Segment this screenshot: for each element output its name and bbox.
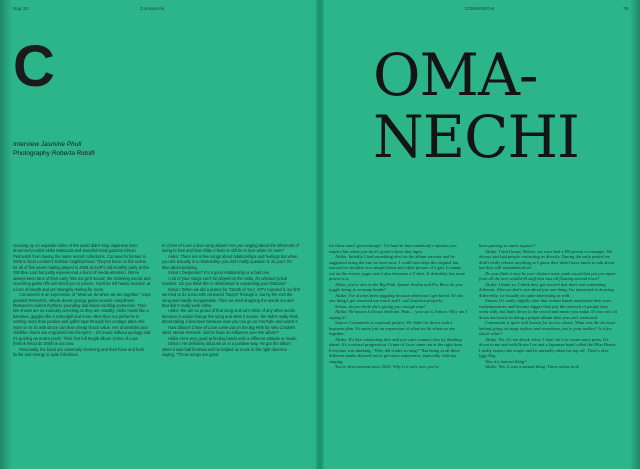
paragraph: Simon: He definitely did push us in a positive way. He got the album when it was half finished and he helped us move in the right direction saying, "These songs are great: [162, 341, 291, 358]
folio-issue: Sup 22: [13, 6, 29, 11]
paragraph: Comanechi is an expression of "what we do when we are together," says guitarist Petrovitch, whose dense grungy guitar sounds compliment Matsuura's violent rhythmic pounding and blood-curdling screeches. Their live shows are as sonically arresting as they are visually; Akiko howls like a banshee, giggles like a schoolgirl and more often than not performs in nothing more than panties and gaffer tape through her onstage attire she wore on to do with Bruce can than cheap shock value. Her drumsticks and childlike charm are engrained into the lyrics – it's music without apology and it's guiding an errant youth. Their first full-length album Crime of Love (Merok Records 2009) is out now.: [13, 292, 151, 347]
paragraph: Akiko: There are a few songs about relationships and feelings but when you are actually in a relationship you don't really question it, do you? It's also about partying.: [162, 253, 298, 270]
paragraph: Akiko: I've always been juggling because otherwise I get bored. It's the one thing I get obsessed too much and I can't function properly.: [329, 292, 464, 303]
paragraph: Simon: Comanechi is a natural project. We didn't sit down with a business plan. It's more just an expression of what we do when we are together.: [329, 320, 456, 336]
paragraph: Akiko: He knows I always dedicate. Wait… you say it, Simon. Why am I saying it?: [329, 309, 467, 320]
page-number: 75: [623, 6, 629, 11]
paragraph: Do you think it may be your distinct noise punk sound that put you apart from all the new vanilla-ill stuff that was all floating around town?: [479, 270, 616, 281]
interview-label: Interview: [13, 141, 40, 148]
interview-credit: [13, 140, 95, 149]
paragraph: Was it a natural thing?: [485, 358, 527, 364]
paragraph: Akiko: Initially I had something else for the album artwork and he suggested using the one we have now. I could have kept the original but instead we decided on a simple black and white picture of a girl. It stands out on the review pages and it also becomes a T-shirt. It definitely has more power to it.: [329, 254, 466, 281]
credits-block: [13, 140, 95, 158]
paragraph: Akiko: We are so proud of that song and can't think of any other words because it would change the song and what it means. We didn't really think about taking a few bees because now you can go on YouTube and watch it.: [162, 308, 299, 325]
interviewer-name: Jasmine Phull: [40, 141, 82, 148]
page-edge-shadow: [0, 0, 12, 469]
photography-label: Photography: [13, 150, 50, 157]
paragraph: Comanechi is quite well known for its live shows. What was the decision behind going on stage topless and sometimes just in your undies? Is it for shock value?: [479, 320, 616, 336]
left-column-2: [162, 243, 300, 358]
paragraph: Akiko: I don't know. Before, we were had a PR person or manager. We always just had people contacting us directly. During the early period we didn't really release anything so I guess they didn't have much to talk about but they still remembered us!: [479, 248, 615, 270]
paragraph: been gaining so much support?: [479, 243, 536, 248]
left-page: [0, 0, 317, 469]
paragraph: Simon: When we did a promo for "Death of You", MTV rejected it. So first we tried to do a mix with censored "beeps" through it, but by the end the song was hardly recognisable. Then we tried dropping the words out and that didn't really work either.: [162, 286, 300, 308]
paragraph: Growing up on separate sides of the world didn't stop Japanese-born drummer/vocalist Akiko Matsuura and Swedish-bred guitarist Simon Petrovitch from having the same record collections. Comanechi formed in 2005 in East London's Dalston neighborhood. They've been on the scene for all of five years making played in 2008 at SUP's old monthly party at the Old Blue Last but justly experienced a burst of media attention. We've always been fans of their early '80s riot grrrl sound; the shrieking vocals and crunching guitar riffs will shred you to pieces. You'll be left heavy-hearted, at a loss of breath and yet strangely reeling for more.: [13, 243, 151, 292]
headline-initial: C: [13, 34, 55, 99]
right-column-2: [479, 243, 617, 370]
paragraph: Akiko: It's like connecting dots and you can't connect dots by thinking ahead. It's a natural progression. Crime of Love came out at the right time. Everyone was thinking, "Why did it take so long?" But being in all these different bands allowed me to get more experience, especially with my singing.: [329, 336, 464, 364]
paragraph: for these aren't good enough." It's hard to find somebody's opinion you respect but when you do it's good to have that input.: [329, 243, 457, 254]
photography-credit: [13, 149, 95, 158]
paragraph: Akiko: No, it's not shock value. I don't do it to create more press. It's down to me and with Bruce Lee and a Japanese band called the Blue Hearts. I really respect the singer and he normally takes his top off. There's also Iggy Pop.: [479, 336, 617, 358]
paragraph: Simon, do you think she's giving you enough time?: [335, 303, 427, 309]
left-column-1: [13, 243, 151, 358]
folio-title: COMANECHI: [465, 6, 495, 11]
photographer-name: Roberta Ridolfi: [51, 150, 95, 157]
folio-title: Comanechi: [140, 6, 165, 11]
headline: [373, 41, 579, 171]
right-page: [323, 0, 640, 469]
paragraph: Akiko: Yes, it was a natural thing. These artists look: [485, 364, 579, 369]
paragraph: A lot of your songs can't be played on the radio, for obvious lyrical reasons. Do you think this is detrimental to expanding your fanbase?: [162, 275, 287, 287]
paragraph: Akiko, you're also in the Big Pink. Spume Arabia and Pro Blow do you juggle being in so many bands?: [329, 281, 463, 292]
headline-line-1: OMA-: [373, 41, 538, 109]
paragraph: How albums Crime of Love came out on the Big Pink for Milo Cordell's label, Merok Records. Did he have an influence over the album?: [162, 324, 296, 336]
paragraph: Akiko: I think so. I think they got excited that there was something different. Also we don't care about just one thing. I'm interested in drawing differently, so visually it's quite interesting as well.: [479, 281, 614, 298]
headline-line-2: NECHI: [373, 103, 579, 171]
right-column-1: [329, 243, 467, 370]
paragraph: Akiko: He's very good at finding bands with a different attitude or music.: [168, 335, 298, 341]
paragraph: Simon: It's really slightly later that certain bands mentioned their own contemporaries and become bigger than just the network of people they work with, but that's down to the record and music you make. If you can't sit down and work on doing a proper album then you can't transcend.: [479, 298, 617, 320]
paragraph: Personally, the band are extremely charming and their have and both fanfar and energy is quite infectious.: [13, 346, 145, 358]
page-edge-shadow: [630, 0, 640, 469]
paragraph: Simon: Desperate? It's a good relationship or a bad one.: [168, 270, 271, 276]
paragraph: Is Crime of Love a love song album? Are you singing about the aftermath of being in love and how shitty it feels to still be in love when it's over?: [162, 243, 299, 254]
paragraph: You've been around since 2005. Why is it only now you've: [335, 364, 439, 369]
